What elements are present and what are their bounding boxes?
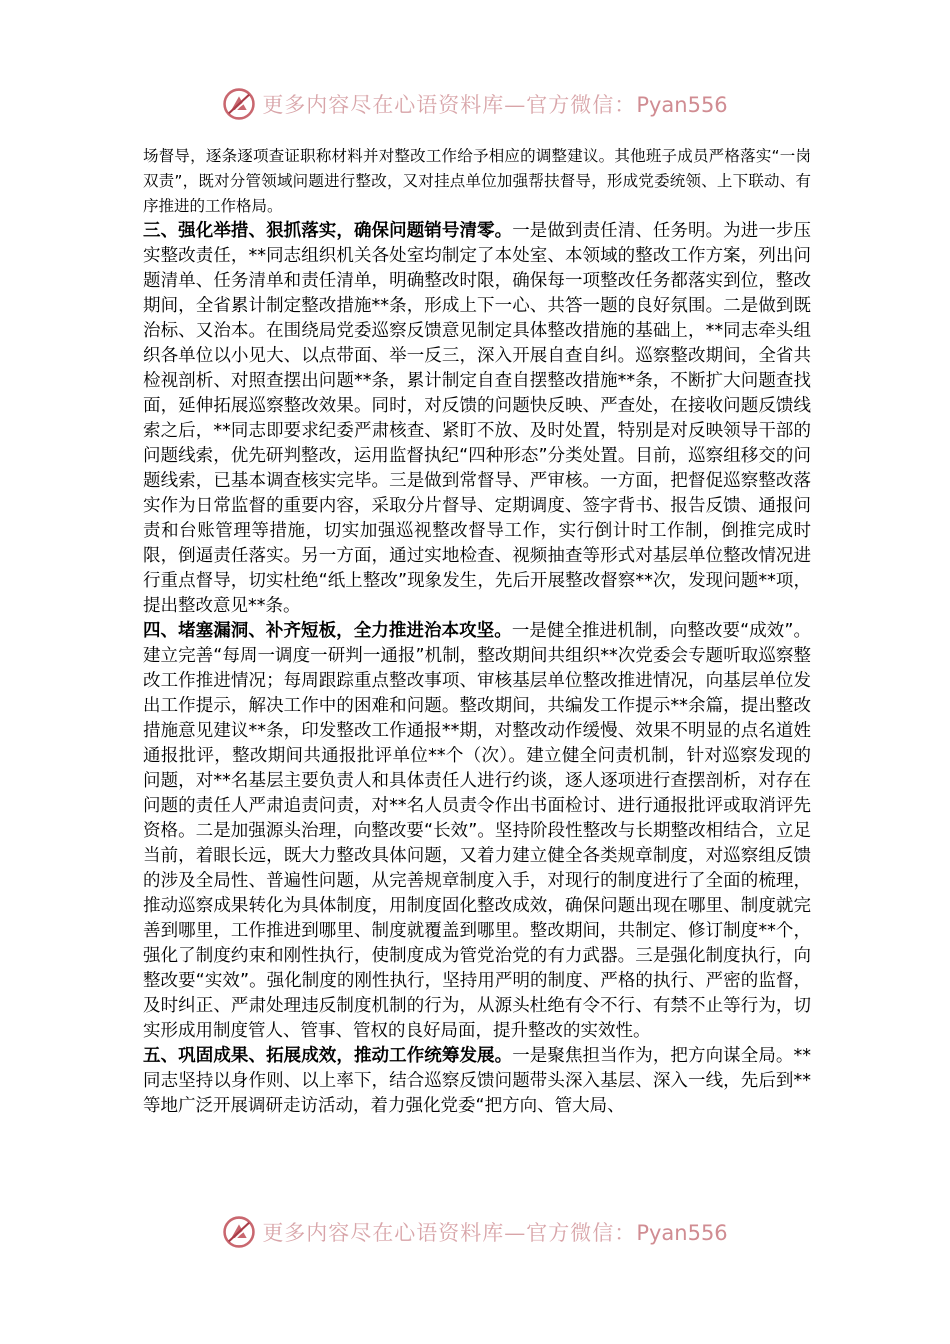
paragraph-section-5: 五、巩固成果、拓展成效，推动工作统筹发展。一是聚焦担当作为，把方向谋全局。**同志坚持以身作则、以上率下，结合巡察反馈问题带头深入基层、深入一线，先后到**等地广泛开展调研走访活动，着力强化党委“把方向、管大局、 [143,1046,811,1116]
section-heading-5: 五、巩固成果、拓展成效，推动工作统筹发展。 [143,1046,513,1066]
paragraph-continuation: 场督导，逐条逐项查证职称材料并对整改工作给予相应的调整建议。其他班子成员严格落实“一岗双责”，既对分管领域问题进行整改，又对挂点单位加强帮扶督导，形成党委统领、上下联动、有序推进的工作格局。 [143,147,811,215]
watermark-text: 更多内容尽在心语资料库—官方微信：Pyan556 [262,93,728,117]
logo-icon [222,87,256,121]
footer-watermark [0,1212,950,1252]
section-heading-3: 三、强化举措、狠抓落实，确保问题销号清零。 [143,221,513,241]
document-body [143,144,811,1119]
watermark-contact: Pyan556 [636,1221,728,1245]
paragraph-section-4: 四、堵塞漏洞、补齐短板，全力推进治本攻坚。一是健全推进机制，向整改要“成效”。建立完善“每周一调度一研判一通报”机制，整改期间共组织**次党委会专题听取巡察整改工作推进情况；每周跟踪重点整改事项、审核基层单位整改推进情况，向基层单位发出工作提示，解决工作中的困难和问题。整改期间，共编发工作提示**余篇，提出整改措施意见建议**条，印发整改工作通报**期，对整改动作缓慢、效果不明显的点名道姓通报批评，整改期间共通报批评单位**个（次）。建立健全问责机制，针对巡察发现的问题，对**名基层主要负责人和具体责任人进行约谈，逐人逐项进行查摆剖析，对存在问题的责任人严肃追责问责，对**名人员责令作出书面检讨、进行通报批评或取消评先资格。二是加强源头治理，向整改要“长效”。坚持阶段性整改与长期整改相结合，立足当前，着眼长远，既大力整改具体问题，又着力建立健全各类规章制度，对巡察组反馈的涉及全局性、普遍性问题，从完善规章制度入手，对现行的制度进行了全面的梳理，推动巡察成果转化为具体制度，用制度固化整改成效，确保问题出现在哪里、制度就完善到哪里，工作推进到哪里、制度就覆盖到哪里。整改期间，共制定、修订制度**个，强化了制度约束和刚性执行，使制度成为管党治党的有力武器。三是强化制度执行，向整改要“实效”。强化制度的刚性执行，坚持用严明的制度、严格的执行、严密的监督，及时纠正、严肃处理违反制度机制的行为，从源头杜绝有令不行、有禁不止等行为，切实形成用制度管人、管事、管权的良好局面，提升整改的实效性。 [143,621,811,1041]
header-watermark [0,84,950,124]
section-heading-4: 四、堵塞漏洞、补齐短板，全力推进治本攻坚。 [143,621,512,641]
watermark-text: 更多内容尽在心语资料库—官方微信：Pyan556 [262,1221,728,1245]
logo-icon [222,1215,256,1249]
watermark-contact: Pyan556 [636,93,728,117]
paragraph-section-3: 三、强化举措、狠抓落实，确保问题销号清零。一是做到责任清、任务明。为进一步压实整改责任，**同志组织机关各处室均制定了本处室、本领域的整改工作方案，列出问题清单、任务清单和责任清单，明确整改时限，确保每一项整改任务都落实到位，整改期间，全省累计制定整改措施**条，形成上下一心、共答一题的良好氛围。二是做到既治标、又治本。在围绕局党委巡察反馈意见制定具体整改措施的基础上，**同志牵头组织各单位以小见大、以点带面、举一反三，深入开展自查自纠。巡察整改期间，全省共检视剖析、对照查摆出问题**条，累计制定自查自摆整改措施**条，不断扩大问题查找面，延伸拓展巡察整改效果。同时，对反馈的问题快反映、严查处，在接收问题反馈线索之后，**同志即要求纪委严肃核查、紧盯不放、及时处置，特别是对反映领导干部的问题线索，优先研判整改，运用监督执纪“四种形态”分类处置。目前，巡察组移交的问题线索，已基本调查核实完毕。三是做到常督导、严审核。一方面，把督促巡察整改落实作为日常监督的重要内容，采取分片督导、定期调度、签字背书、报告反馈、通报问责和台账管理等措施，切实加强巡视整改督导工作，实行倒计时工作制，倒推完成时限，倒逼责任落实。另一方面，通过实地检查、视频抽查等形式对基层单位整改情况进行重点督导，切实杜绝“纸上整改”现象发生，先后开展整改督察**次，发现问题**项，提出整改意见**条。 [143,221,811,616]
